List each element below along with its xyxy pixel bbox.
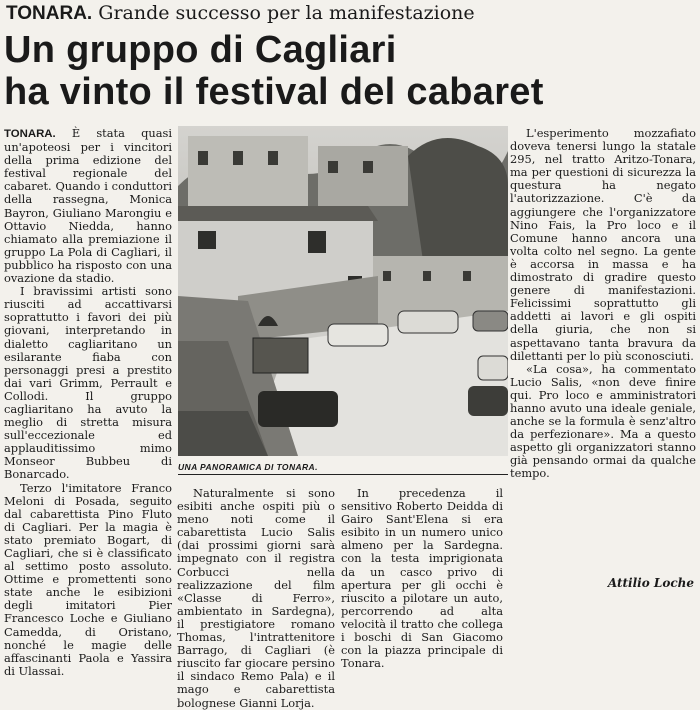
article-column-4 bbox=[510, 127, 696, 597]
paragraph-7: «La cosa», ha commentato Lucio Salis, «non deve finire qui. Pro loco e amministratori hanno avuto una ideale geniale, anche se la formula è senz'altro da perfezionare». Ma a questo aspetto gli organizzatori stanno già pensando ormai da qualche tempo. bbox=[510, 361, 696, 481]
headline-line-2: ha vinto il festival del cabaret bbox=[4, 71, 544, 113]
paragraph-1 bbox=[4, 127, 172, 285]
paragraph-5: In precedenza il sensitivo Roberto Deidda di Gairo Sant'Elena si era esibito in un numero unico almeno per la Sardegna. con la testa imprigionata da un casco privo di apertura per gli occhi è riuscito a pilotare un auto, percorrendo ad alta velocità il tratto che collega i boschi di San Giacomo con la piazza principale di Tonara. bbox=[341, 486, 503, 671]
paragraph-3: Terzo l'imitatore Franco Meloni di Posada, seguito dal cabarettista Pino Fluto di Cagliari. Per la magia è stato premiato Bogart, di Cagliari, che si è classificato al settimo posto assoluto. Ottime e promettenti sono state anche le esibizioni degli imitatori Pier Francesco Loche e Giuliano Camedda, di Oristano, nonché le magie delle affascinanti Paola e Yassira di Ulassai. bbox=[4, 480, 172, 678]
photo-panorama bbox=[178, 126, 508, 456]
headline-line-1: Un gruppo di Cagliari bbox=[4, 29, 397, 71]
paragraph-6: L'esperimento mozzafiato doveva tenersi lungo la statale 295, nel tratto Aritzo-Tonara, ma per questioni di sicurezza la questura ha negato l'autorizzazione. C'è da aggiungere che l'organizzatore Nino Fais, la Pro loco e il Comune hanno ancora una volta colto nel segno. La gente è accorsa in massa e ha dimostrato di gradire questo genere di manifestazioni. Felicissimi soprattutto gli addetti ai lavori e gli ospiti della giuria, che non si aspettavano tanta bravura da dilettanti per lo più sconosciuti. bbox=[510, 126, 696, 363]
paragraph-4: Naturalmente si sono esibiti anche ospiti più o meno noti come il cabarettista Lucio Salis (dai prossimi giorni sarà impegnato con il registra Corbucci nella realizzazione del film «Classe di Ferro», ambientato in Sardegna), il prestigiatore romano Thomas, l'intrattenitore Barrago, di Cagliari (è riuscito far giocare persino il sindaco Remo Pala) e il mago e cabarettista bolognese Gianni Lorja. bbox=[177, 486, 335, 710]
dateline: TONARA. bbox=[4, 128, 56, 140]
paragraph-2: I bravissimi artisti sono riusciti ad accattivarsi soprattutto i favori dei più giovani, interpretando in dialetto cagliaritano un esilarante fiaba con personaggi presi a prestito dai vari Grimm, Perrault e Collodi. Il gruppo cagliaritano ha avuto la meglio di stretta misura sull'eccezionale ed applauditissimo mimo Monseor Bubbeu di Bonarcado. bbox=[4, 284, 172, 482]
photo-caption: UNA PANORAMICA DI TONARA. bbox=[178, 462, 508, 475]
kicker-text: Grande successo per la manifestazione bbox=[98, 2, 475, 24]
byline: Attilio Loche bbox=[607, 576, 694, 590]
kicker-place: TONARA. bbox=[6, 3, 93, 24]
article-column-2 bbox=[177, 486, 335, 710]
article-column-3 bbox=[341, 486, 503, 671]
paragraph-1-text: È stata quasi un'apoteosi per i vincitori della prima edizione del festival regionale del cabaret. Quando i conduttori della rassegna, Monica Bayron, Giuliano Marongiu e Ottavio Niedda, hanno chiamato alla premiazione il gruppo La Pola di Cagliari, il pubblico ha risposto con una ovazione da stadio. bbox=[4, 126, 172, 286]
article-column-1 bbox=[4, 126, 172, 678]
kicker bbox=[6, 2, 696, 25]
